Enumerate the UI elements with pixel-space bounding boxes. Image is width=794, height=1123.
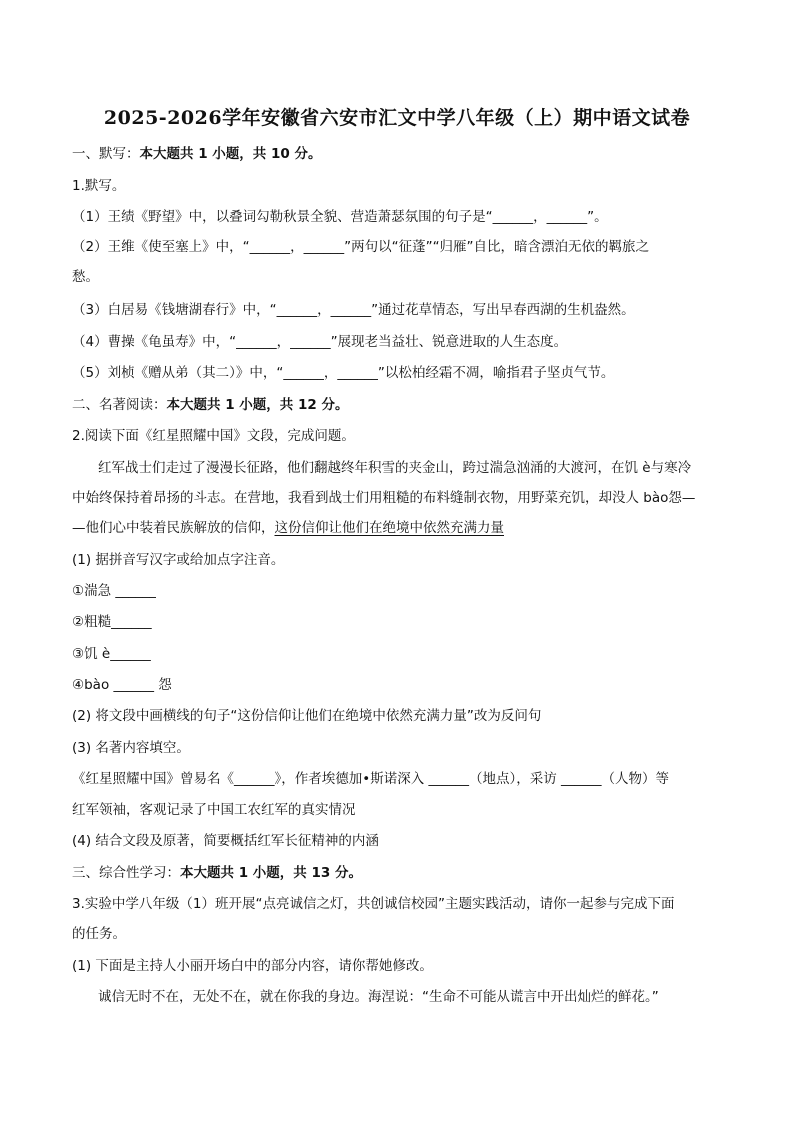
question-2-sub-1: (1) 据拼音写汉字或给加点字注音。 bbox=[72, 552, 285, 568]
question-1-item-2: （2）王维《使至塞上》中，“______，______”两句以“征蓬”“归雁”自比，暗含漂泊无依的羁旅之 bbox=[72, 239, 650, 255]
section-3-name: 三、综合性学习： bbox=[72, 865, 180, 881]
passage-line-1: 红军战士们走过了漫漫长征路，他们翻越终年积雪的夹金山，跨过湍急汹涌的大渡河，在饥 è与寒冷 bbox=[98, 460, 692, 476]
passage-line-3 bbox=[72, 519, 504, 537]
exam-title: 2025-2026学年安徽省六安市汇文中学八年级（上）期中语文试卷 bbox=[103, 107, 691, 129]
question-1-item-3: （3）白居易《钱塘湖春行》中，“______，______”通过花草情态，写出早春西湖的生机盎然。 bbox=[72, 302, 635, 318]
section-3-info: 本大题共 1 小题，共 13 分。 bbox=[180, 865, 362, 881]
question-1-stem: 1.默写。 bbox=[72, 178, 126, 194]
question-3-sub-1: (1) 下面是主持人小丽开场白中的部分内容，请你帮她修改。 bbox=[72, 958, 433, 974]
section-1-info: 本大题共 1 小题，共 10 分。 bbox=[139, 146, 322, 162]
section-1-name: 一、默写： bbox=[72, 146, 140, 162]
question-1-item-2-cont: 愁。 bbox=[72, 269, 99, 285]
fill-line-1: 《红星照耀中国》曾易名《______》，作者埃德加•斯诺深入 ______（地点），采访 ______（人物）等 bbox=[72, 771, 670, 787]
section-3-heading bbox=[72, 864, 362, 882]
question-2-stem: 2.阅读下面《红星照耀中国》文段，完成问题。 bbox=[72, 428, 355, 444]
question-1-item-1: （1）王绩《野望》中，以叠词勾勒秋景全貌、营造萧瑟氛围的句子是“______，______”。 bbox=[72, 209, 608, 225]
question-2-sub-4: (4) 结合文段及原著，简要概括红军长征精神的内涵 bbox=[72, 833, 379, 849]
fill-line-2: 红军领袖，客观记录了中国工农红军的真实情况 bbox=[72, 802, 356, 818]
question-3-stem-2: 的任务。 bbox=[72, 926, 126, 942]
question-2-sub-2: (2) 将文段中画横线的句子“这份信仰让他们在绝境中依然充满力量”改为反问句 bbox=[72, 708, 542, 724]
option-4: ④bào ______ 怨 bbox=[72, 677, 172, 693]
passage-line-3-text: —他们心中装着民族解放的信仰， bbox=[72, 520, 275, 536]
passage-line-2: 中始终保持着昂扬的斗志。在营地，我看到战士们用粗糙的布料缝制衣物，用野菜充饥，却没人 bào怨— bbox=[72, 490, 696, 506]
option-2: ②粗糙______ bbox=[72, 614, 152, 630]
question-2-sub-3: (3) 名著内容填空。 bbox=[72, 740, 190, 756]
option-3: ③饥 è______ bbox=[72, 646, 151, 662]
question-1-item-5: （5）刘桢《赠从弟（其二）》中，“______，______”以松柏经霜不凋，喻指君子坚贞气节。 bbox=[72, 365, 615, 381]
question-3-stem-1: 3.实验中学八年级（1）班开展“点亮诚信之灯，共创诚信校园”主题实践活动，请你一起参与完成下面 bbox=[72, 896, 675, 912]
section-2-heading bbox=[72, 396, 348, 414]
section-1-heading bbox=[72, 145, 321, 163]
section-2-name: 二、名著阅读： bbox=[72, 397, 167, 413]
underlined-sentence: 这份信仰让他们在绝境中依然充满力量 bbox=[274, 520, 504, 536]
option-1: ①湍急 ______ bbox=[72, 583, 156, 599]
opening-speech: 诚信无时不在，无处不在，就在你我的身边。海涅说：“生命不可能从谎言中开出灿烂的鲜花。” bbox=[98, 989, 659, 1005]
section-2-info: 本大题共 1 小题，共 12 分。 bbox=[166, 397, 349, 413]
question-1-item-4: （4）曹操《龟虽寿》中，“______，______”展现老当益壮、锐意进取的人生态度。 bbox=[72, 334, 568, 350]
